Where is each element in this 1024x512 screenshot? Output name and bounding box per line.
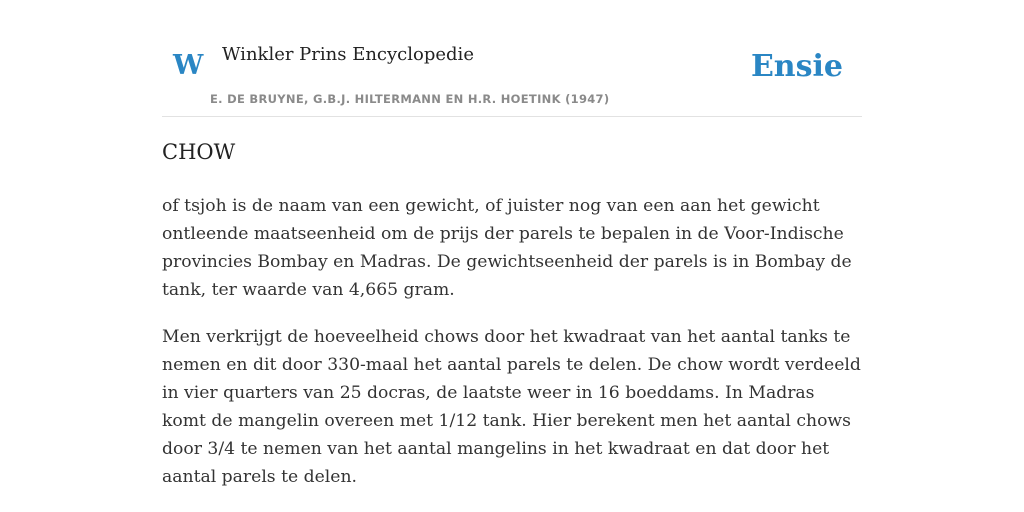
entry-title: CHOW bbox=[162, 140, 236, 164]
authors-byline: E. DE BRUYNE, G.B.J. HILTERMANN EN H.R. HOETINK (1947) bbox=[210, 92, 610, 106]
site-title[interactable]: Winkler Prins Encyclopedie bbox=[222, 44, 474, 65]
brand-logo[interactable]: Ensie bbox=[750, 49, 843, 84]
article-paragraph: of tsjoh is de naam van een gewicht, of juister nog van een aan het gewicht ontleende maatseenheid om de prijs der parels te bepalen in de Voor-Indische provincies Bombay en Madras. De gewichtseenheid der parels is in Bombay de tank, ter waarde van 4,665 gram. bbox=[162, 196, 852, 300]
site-logo-icon[interactable]: W bbox=[173, 50, 204, 81]
page bbox=[162, 0, 862, 487]
site-header bbox=[162, 0, 862, 117]
article-paragraph: Men verkrijgt de hoeveelheid chows door het kwadraat van het aantal tanks te nemen en dit door 330-maal het aantal parels te delen. De chow wordt verdeeld in vier quarters van 25 docras, de laatste weer in 16 boeddams. In Madras komt de mangelin overeen met 1/12 tank. Hier berekent men het aantal chows door 3/4 te nemen van het aantal mangelins in het kwadraat en dat door het aantal parels te delen. bbox=[162, 327, 861, 487]
